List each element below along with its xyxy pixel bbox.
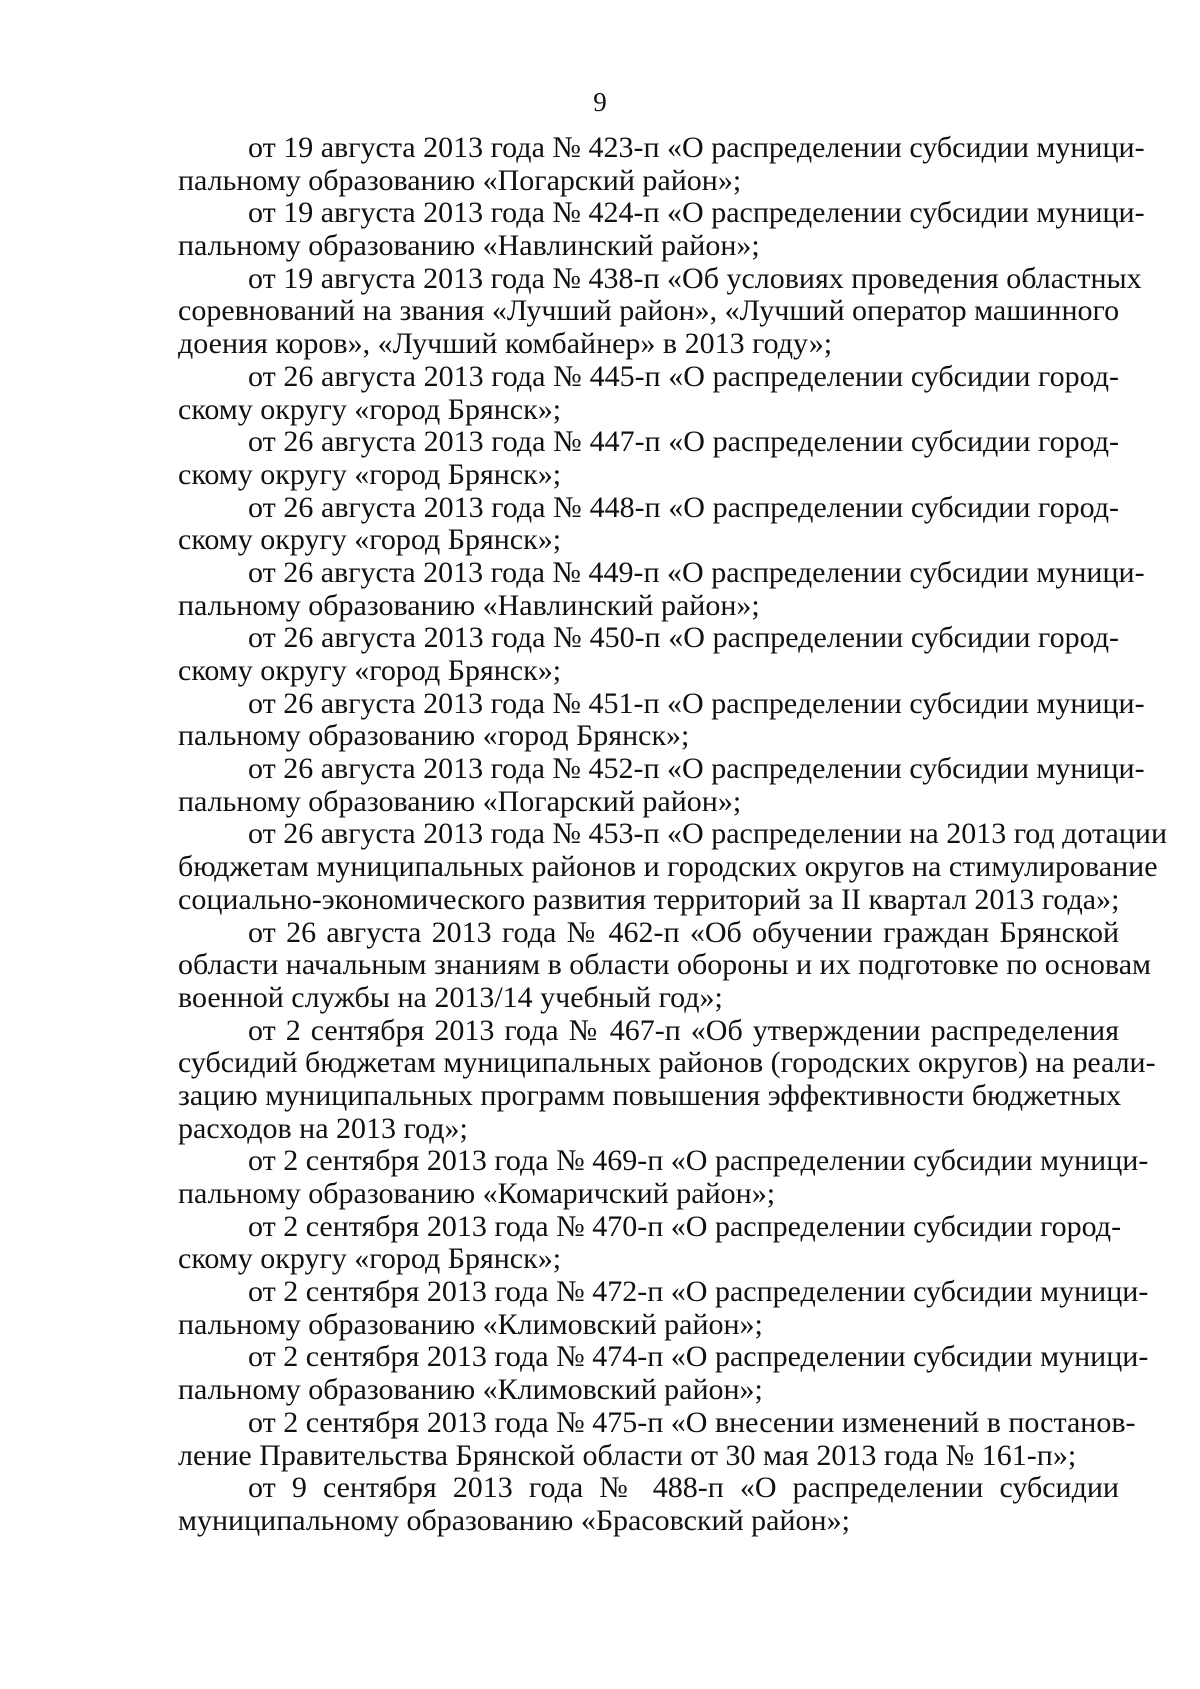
text-line: от 26 августа 2013 года № 450-п «О распределении субсидии город- bbox=[248, 621, 1119, 655]
decree-list-item bbox=[178, 361, 1119, 426]
text-line: от 26 августа 2013 года № 448-п «О распределении субсидии город- bbox=[248, 490, 1119, 524]
decree-list-item bbox=[178, 1340, 1149, 1407]
text-line: скому округу «город Брянск»; bbox=[178, 457, 562, 491]
decree-list-item bbox=[178, 131, 1145, 197]
text-line: пальному образованию «Комаричский район»; bbox=[178, 1177, 776, 1210]
decree-list-item bbox=[178, 915, 1151, 1015]
decree-list-item bbox=[178, 555, 1145, 622]
text-line: скому округу «город Брянск»; bbox=[178, 392, 562, 426]
text-line: от 2 сентября 2013 года № 472-п «О распределении субсидии муници- bbox=[248, 1275, 1149, 1309]
text-line: от 26 августа 2013 года № 445-п «О распределении субсидии город- bbox=[248, 359, 1119, 393]
decree-list-item bbox=[178, 196, 1145, 263]
text-line: от 26 августа 2013 года № 453-п «О распределении на 2013 год дотации bbox=[248, 817, 1167, 851]
text-line: области начальным знаниям в области обороны и их подготовке по основам bbox=[178, 948, 1151, 982]
text-line: муниципальному образованию «Брасовский район»; bbox=[178, 1503, 850, 1537]
decree-list-item bbox=[178, 492, 1119, 557]
text-line: военной службы на 2013/14 учебный год»; bbox=[178, 980, 723, 1014]
text-line: расходов на 2013 год»; bbox=[178, 1111, 468, 1145]
text-line: от 2 сентября 2013 года № 474-п «О распределении субсидии муници- bbox=[248, 1340, 1149, 1374]
text-line: от 19 августа 2013 года № 423-п «О распределении субсидии муници- bbox=[248, 131, 1145, 164]
decree-list-item bbox=[178, 686, 1145, 753]
text-line: от 26 августа 2013 года № 462-п «Об обучении граждан Брянской bbox=[248, 915, 1119, 949]
text-line: скому округу «город Брянск»; bbox=[178, 523, 562, 557]
text-line: от 2 сентября 2013 года № 475-п «О внесении изменений в постанов- bbox=[248, 1405, 1136, 1439]
text-line: пальному образованию «Погарский район»; bbox=[178, 784, 742, 818]
text-line: пальному образованию «Погарский район»; bbox=[178, 163, 742, 197]
text-line: пальному образованию «Навлинский район»; bbox=[178, 229, 760, 263]
text-line: бюджетам муниципальных районов и городских округов на стимулирование bbox=[178, 850, 1158, 884]
page-number: 9 bbox=[593, 87, 607, 117]
text-line: скому округу «город Брянск»; bbox=[178, 1242, 562, 1276]
decree-list-item bbox=[178, 752, 1145, 818]
text-line: от 26 августа 2013 года № 449-п «О распределении субсидии муници- bbox=[248, 555, 1145, 589]
decree-list-item bbox=[178, 622, 1119, 687]
text-line: от 2 сентября 2013 года № 470-п «О распределении субсидии город- bbox=[248, 1209, 1122, 1243]
text-line: от 26 августа 2013 года № 447-п «О распределении субсидии город- bbox=[248, 425, 1119, 459]
text-line: от 2 сентября 2013 года № 467-п «Об утверждении распределения bbox=[248, 1013, 1119, 1047]
text-line: от 2 сентября 2013 года № 469-п «О распределении субсидии муници- bbox=[248, 1144, 1149, 1178]
text-line: от 26 августа 2013 года № 452-п «О распределении субсидии муници- bbox=[248, 752, 1145, 786]
decree-list-item bbox=[178, 1275, 1149, 1341]
text-line: от 19 августа 2013 года № 424-п «О распределении субсидии муници- bbox=[248, 196, 1145, 230]
text-line: пальному образованию «Климовский район»; bbox=[178, 1373, 763, 1407]
text-line: социально-экономического развития территорий за II квартал 2013 года»; bbox=[178, 882, 1120, 916]
text-line: пальному образованию «Навлинский район»; bbox=[178, 588, 760, 622]
text-line: соревнований на звания «Лучший район», «Лучший оператор машинного bbox=[178, 294, 1120, 328]
text-line: субсидий бюджетам муниципальных районов (городских округов) на реали- bbox=[178, 1046, 1156, 1080]
decree-list-item bbox=[178, 1472, 1119, 1537]
decree-list-item bbox=[178, 1405, 1136, 1472]
text-line: доения коров», «Лучший комбайнер» в 2013 году»; bbox=[178, 327, 833, 361]
text-line: от 9 сентября 2013 года № 488-п «О распределении субсидии bbox=[248, 1471, 1119, 1505]
text-line: ление Правительства Брянской области от 30 мая 2013 года № 161-п»; bbox=[178, 1438, 1077, 1472]
decree-list-item bbox=[178, 261, 1142, 361]
text-line: от 26 августа 2013 года № 451-п «О распределении субсидии муници- bbox=[248, 686, 1145, 720]
text-line: пальному образованию «Климовский район»; bbox=[178, 1307, 763, 1341]
document-body bbox=[178, 131, 1167, 1538]
text-line: от 19 августа 2013 года № 438-п «Об условиях проведения областных bbox=[248, 261, 1142, 295]
text-line: скому округу «город Брянск»; bbox=[178, 654, 562, 687]
text-line: зацию муниципальных программ повышения эффективности бюджетных bbox=[178, 1078, 1122, 1112]
decree-list-item bbox=[178, 1013, 1156, 1146]
decree-list-item bbox=[178, 817, 1167, 916]
decree-list-item bbox=[178, 1209, 1122, 1276]
decree-list-item bbox=[178, 426, 1119, 491]
decree-list-item bbox=[178, 1144, 1149, 1210]
text-line: пальному образованию «город Брянск»; bbox=[178, 719, 690, 753]
